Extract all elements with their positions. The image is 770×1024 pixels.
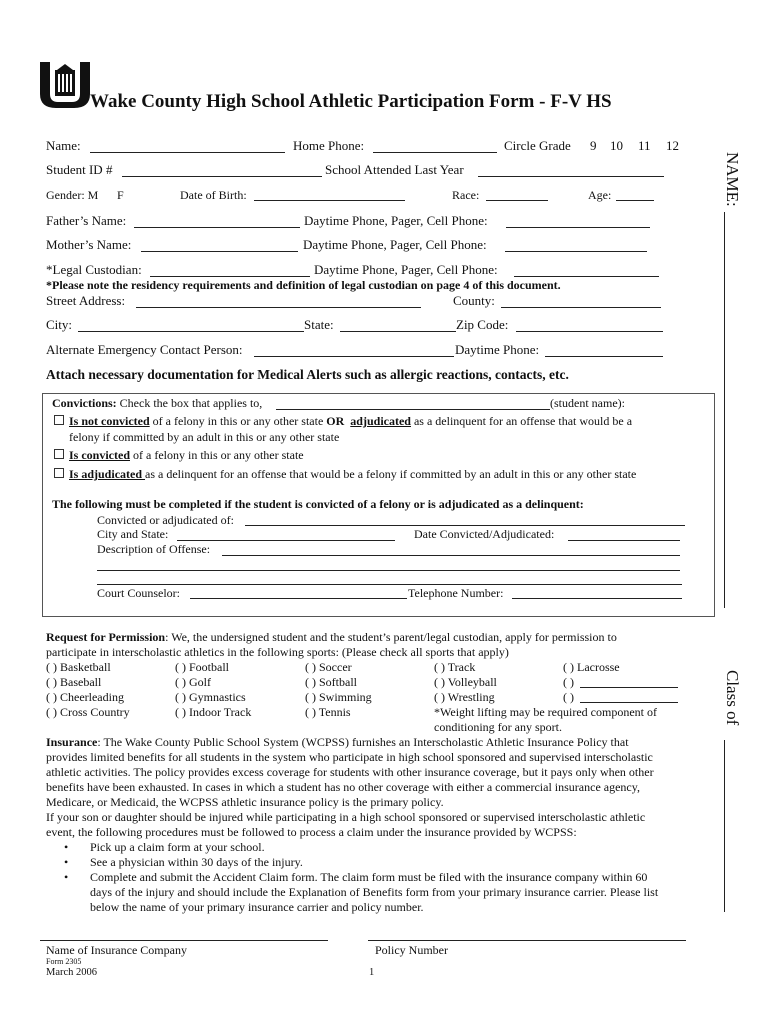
school-last-year-field[interactable]	[478, 176, 664, 177]
insurance-line-2: provides limited benefits for all students in the system who participate in high school sponsored and supervised interscholastic	[46, 750, 653, 764]
claim-step-2	[64, 855, 303, 870]
sport-wrestling[interactable]: ( ) Wrestling	[434, 690, 495, 704]
alt-phone-field[interactable]	[545, 356, 663, 357]
permission-text-1: : We, the undersigned student and the student’s parent/legal custodian, apply for permission to	[165, 630, 617, 644]
street-address-label: Street Address:	[46, 293, 126, 308]
option-not-convicted[interactable]	[54, 414, 632, 429]
insurance-text-1: : The Wake County Public School System (WCPSS) furnishes an Interscholastic Athletic Insurance Policy that	[97, 735, 629, 749]
adjudicated-label: adjudicated	[350, 414, 411, 428]
gender-m-label[interactable]: Gender: M	[46, 188, 99, 202]
sidebar-class-label: Class of	[723, 670, 742, 726]
county-label: County:	[453, 293, 495, 308]
student-name-hint: (student name):	[550, 396, 625, 410]
insurance-line-4: benefits have been exhausted. In cases in which a student has no other coverage with either a commercial insurance agency,	[46, 780, 640, 794]
city-state-label: City and State:	[97, 527, 169, 541]
grade-12[interactable]: 12	[666, 138, 679, 153]
medical-alert-note: Attach necessary documentation for Medical Alerts such as allergic reactions, contacts, etc.	[46, 367, 569, 382]
permission-line-1	[46, 630, 617, 645]
sport-other-1[interactable]: ( )	[563, 675, 574, 689]
custodian-phone-field[interactable]	[514, 276, 659, 277]
sport-indoor-track[interactable]: ( ) Indoor Track	[175, 705, 252, 719]
sport-basketball[interactable]: ( ) Basketball	[46, 660, 111, 674]
sport-other-1-field[interactable]	[580, 687, 678, 688]
page-title: Wake County High School Athletic Participation Form - F-V HS	[90, 91, 612, 112]
sport-other-2[interactable]: ( )	[563, 690, 574, 704]
claim-step-2-text: See a physician within 30 days of the injury.	[90, 855, 303, 869]
permission-heading: Request for Permission	[46, 630, 166, 644]
insurance-line-6: If your son or daughter should be injured while participating in a high school sponsored or supervised interscholastic athletic	[46, 810, 646, 824]
insurance-line-7: event, the following procedures must be followed to process a claim under the insurance provided by WCPSS:	[46, 825, 577, 839]
alt-phone-label: Daytime Phone:	[455, 342, 540, 357]
custodian-label: *Legal Custodian:	[46, 262, 142, 277]
custodian-field[interactable]	[150, 276, 310, 277]
telephone-label: Telephone Number:	[408, 586, 504, 600]
must-complete-note: The following must be completed if the student is convicted of a felony or is adjudicated as a delinquent:	[52, 497, 584, 511]
residency-note: *Please note the residency requirements and definition of legal custodian on page 4 of this document.	[46, 278, 561, 292]
claim-step-1-text: Pick up a claim form at your school.	[90, 840, 265, 854]
home-phone-label: Home Phone:	[293, 138, 365, 153]
convictions-title: Convictions:	[52, 396, 117, 410]
conviction-student-name-field[interactable]	[276, 409, 550, 410]
option-is-convicted[interactable]	[54, 448, 304, 463]
conviction-city-state-field[interactable]	[177, 540, 395, 541]
state-field[interactable]	[340, 331, 456, 332]
offense-field-2[interactable]	[97, 570, 680, 571]
claim-step-3-cont-2: below the name of your primary insurance carrier and policy number.	[90, 900, 424, 914]
zip-label: Zip Code:	[456, 317, 509, 332]
form-number: Form 2305	[46, 957, 82, 966]
mother-phone-label: Daytime Phone, Pager, Cell Phone:	[303, 237, 487, 252]
weight-lifting-note-2: conditioning for any sport.	[434, 720, 562, 734]
not-convicted-text: of a felony in this or any other state	[149, 414, 327, 428]
sidebar-class-line[interactable]	[724, 740, 725, 912]
not-convicted-continuation: felony if committed by an adult in this or any other state	[69, 430, 340, 444]
race-label: Race:	[452, 188, 480, 202]
father-name-field[interactable]	[134, 227, 300, 228]
sport-track[interactable]: ( ) Track	[434, 660, 476, 674]
bullet-icon: •	[64, 855, 69, 869]
age-label: Age:	[588, 188, 612, 202]
alt-contact-label: Alternate Emergency Contact Person:	[46, 342, 243, 357]
court-counselor-field[interactable]	[190, 598, 407, 599]
insurance-line-1	[46, 735, 629, 750]
form-date: March 2006	[46, 967, 98, 978]
sport-softball[interactable]: ( ) Softball	[305, 675, 357, 689]
insurance-line-5: Medicare, or Medicaid, the WCPSS athletic insurance policy is the primary policy.	[46, 795, 444, 809]
grade-9[interactable]: 9	[590, 138, 597, 153]
sport-other-2-field[interactable]	[580, 702, 678, 703]
sport-baseball[interactable]: ( ) Baseball	[46, 675, 102, 689]
policy-number-field[interactable]	[368, 940, 686, 941]
county-field[interactable]	[501, 307, 661, 308]
convicted-of-field[interactable]	[245, 525, 685, 526]
father-phone-field[interactable]	[506, 227, 650, 228]
is-convicted-label: Is convicted	[69, 448, 130, 462]
offense-label: Description of Offense:	[97, 542, 211, 556]
sport-cheerleading[interactable]: ( ) Cheerleading	[46, 690, 124, 704]
insurance-company-field[interactable]	[40, 940, 328, 941]
policy-number-label: Policy Number	[375, 943, 448, 957]
custodian-phone-label: Daytime Phone, Pager, Cell Phone:	[314, 262, 498, 277]
date-convicted-label: Date Convicted/Adjudicated:	[414, 527, 555, 541]
sport-football[interactable]: ( ) Football	[175, 660, 229, 674]
claim-step-3-cont-1: days of the injury and should include the Explanation of Benefits form from your primary insurance carrier. Please list	[90, 885, 659, 899]
mother-phone-field[interactable]	[505, 251, 647, 252]
not-convicted-label: Is not convicted	[69, 414, 150, 428]
alt-contact-field[interactable]	[254, 356, 454, 357]
claim-step-3-text: Complete and submit the Accident Claim form. The claim form must be filed with the insurance company within 60	[90, 870, 648, 884]
offense-field-1[interactable]	[222, 555, 680, 556]
sport-volleyball[interactable]: ( ) Volleyball	[434, 675, 497, 689]
name-field[interactable]	[90, 152, 285, 153]
street-address-field[interactable]	[136, 307, 421, 308]
or-label: OR	[326, 414, 345, 428]
mother-name-field[interactable]	[141, 251, 298, 252]
checkbox-not-convicted[interactable]	[54, 415, 64, 425]
student-id-field[interactable]	[122, 176, 322, 177]
zip-field[interactable]	[516, 331, 663, 332]
sport-golf[interactable]: ( ) Golf	[175, 675, 211, 689]
sidebar-name-line[interactable]	[724, 212, 725, 608]
state-label: State:	[304, 317, 334, 332]
convicted-of-label: Convicted or adjudicated of:	[97, 513, 234, 527]
convictions-heading	[52, 396, 262, 411]
father-phone-label: Daytime Phone, Pager, Cell Phone:	[304, 213, 488, 228]
dob-label: Date of Birth:	[180, 188, 247, 202]
gender-f-label[interactable]: F	[117, 188, 124, 202]
insurance-heading: Insurance	[46, 735, 98, 749]
claim-step-1	[64, 840, 265, 855]
is-adjudicated-text: as a delinquent for an offense that would be a felony if committed by an adult in this or any other state	[145, 467, 637, 481]
insurance-line-3: athletic activities. The policy provides excess coverage for students with other insurance coverage, but it pays only when other	[46, 765, 654, 779]
is-adjudicated-label: Is adjudicated	[69, 467, 146, 481]
student-id-label: Student ID #	[46, 162, 113, 177]
convictions-intro: Check the box that applies to,	[119, 396, 263, 410]
insurance-company-label: Name of Insurance Company	[46, 943, 187, 957]
race-field[interactable]	[486, 200, 548, 201]
father-name-label: Father’s Name:	[46, 213, 127, 228]
sport-swimming[interactable]: ( ) Swimming	[305, 690, 372, 704]
checkbox-is-convicted[interactable]	[54, 449, 64, 459]
age-field[interactable]	[616, 200, 654, 201]
school-last-year-label: School Attended Last Year	[325, 162, 464, 177]
checkbox-is-adjudicated[interactable]	[54, 468, 64, 478]
not-convicted-text-2: as a delinquent for an offense that would be a	[410, 414, 633, 428]
wcpss-logo	[38, 60, 92, 110]
is-convicted-text: of a felony in this or any other state	[130, 448, 304, 462]
city-label: City:	[46, 317, 73, 332]
weight-lifting-note-1: *Weight lifting may be required component of	[434, 705, 657, 719]
sport-tennis[interactable]: ( ) Tennis	[305, 705, 351, 719]
name-label: Name:	[46, 138, 81, 153]
dob-field[interactable]	[254, 200, 405, 201]
claim-step-3	[64, 870, 648, 885]
grade-10[interactable]: 10	[610, 138, 623, 153]
permission-text-2: participate in interscholastic athletics in the following sports: (Please check all sports that apply)	[46, 645, 509, 659]
city-field[interactable]	[78, 331, 304, 332]
sport-soccer[interactable]: ( ) Soccer	[305, 660, 352, 674]
bullet-icon: •	[64, 870, 69, 884]
telephone-field[interactable]	[512, 598, 682, 599]
home-phone-field[interactable]	[373, 152, 497, 153]
offense-field-3[interactable]	[97, 584, 682, 585]
sport-gymnastics[interactable]: ( ) Gymnastics	[175, 690, 246, 704]
bullet-icon: •	[64, 840, 69, 854]
court-counselor-label: Court Counselor:	[97, 586, 180, 600]
date-convicted-field[interactable]	[568, 540, 680, 541]
grade-11[interactable]: 11	[638, 138, 651, 153]
sport-lacrosse[interactable]: ( ) Lacrosse	[563, 660, 620, 674]
sport-cross-country[interactable]: ( ) Cross Country	[46, 705, 130, 719]
sidebar-name-label: NAME:	[723, 152, 742, 207]
circle-grade-label: Circle Grade	[504, 138, 571, 153]
page-number: 1	[369, 967, 375, 978]
mother-name-label: Mother’s Name:	[46, 237, 132, 252]
option-is-adjudicated[interactable]	[54, 467, 636, 482]
